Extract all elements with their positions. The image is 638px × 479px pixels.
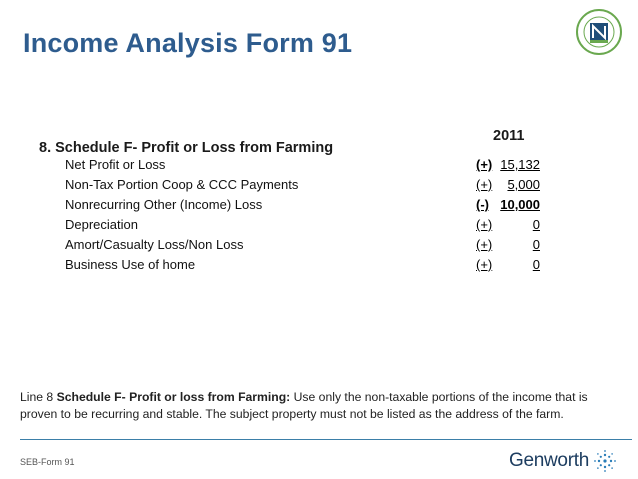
row-value: 15,132: [500, 157, 540, 172]
row-label: Nonrecurring Other (Income) Loss: [65, 197, 263, 212]
note-text: Use only the non-taxable portions of the income that is proven to be recurring and stable. The subject property must not be listed as the address of the farm.: [20, 390, 588, 421]
footer-label: SEB-Form 91: [20, 457, 75, 467]
section-heading: 8. Schedule F- Profit or Loss from Farming: [39, 140, 334, 156]
partner-badge-icon: [575, 8, 623, 56]
row-label: Depreciation: [65, 217, 138, 232]
row-sign: (+): [476, 217, 493, 232]
row-label: Business Use of home: [65, 257, 196, 272]
footer-divider: [20, 439, 632, 440]
row-value: 0: [532, 257, 540, 272]
note-line-tag: Line 8: [20, 390, 54, 404]
row-sign: (+): [476, 257, 493, 272]
table-row: [0, 237, 638, 257]
table-row: [0, 177, 638, 197]
row-sign: (+): [476, 237, 493, 252]
line-note: [20, 389, 620, 423]
income-rows: [0, 157, 638, 277]
table-row: [0, 257, 638, 277]
row-sign: (+): [476, 157, 493, 172]
row-sign: (-): [476, 197, 489, 212]
row-label: Non-Tax Portion Coop & CCC Payments: [65, 177, 299, 192]
row-value: 0: [532, 237, 540, 252]
page-title: Income Analysis Form 91: [23, 28, 353, 58]
row-label: Amort/Casualty Loss/Non Loss: [65, 237, 244, 252]
row-value: 10,000: [500, 197, 540, 212]
table-row: [0, 197, 638, 217]
row-sign: (+): [476, 177, 493, 192]
year-column-header: 2011: [493, 128, 525, 144]
table-row: [0, 217, 638, 237]
logo-text: Genworth: [509, 450, 589, 471]
genworth-logo: [509, 449, 617, 473]
row-label: Net Profit or Loss: [65, 157, 166, 172]
row-value: 0: [532, 217, 540, 232]
table-row: [0, 157, 638, 177]
starburst-logo-icon: [593, 449, 617, 473]
note-heading: Schedule F- Profit or loss from Farming:: [56, 390, 291, 404]
row-value: 5,000: [507, 177, 540, 192]
